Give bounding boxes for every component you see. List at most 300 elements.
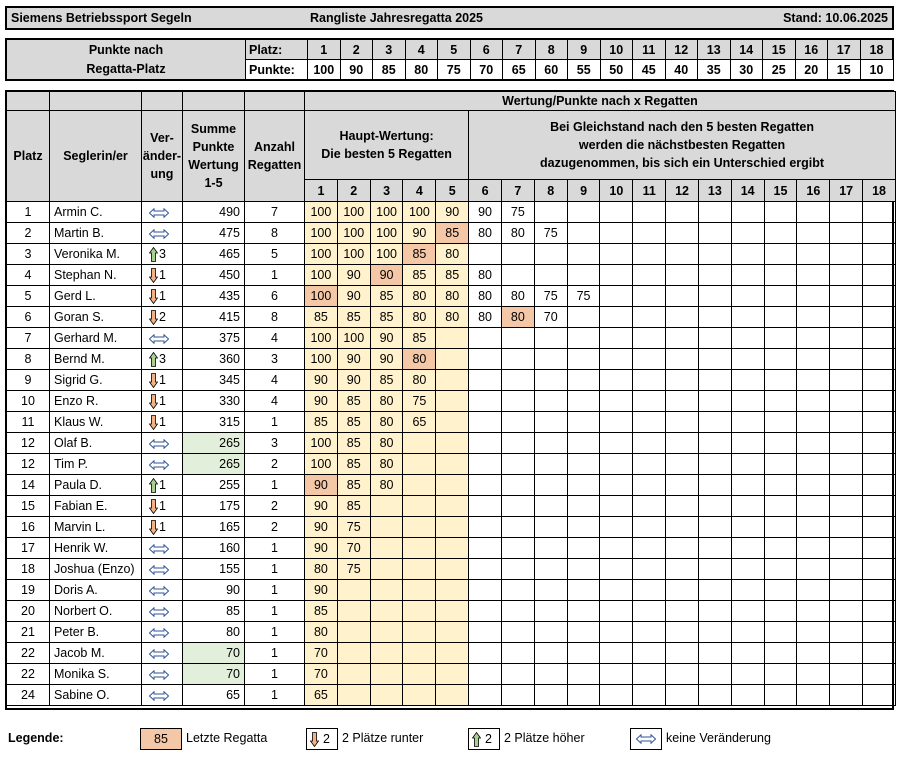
score-cell: 100 — [337, 244, 370, 265]
score-cell — [797, 433, 830, 454]
arrow-left-right-icon — [149, 565, 169, 575]
score-cell — [764, 265, 797, 286]
score-cell: 85 — [337, 475, 370, 496]
score-cell — [863, 580, 896, 601]
score-cell — [469, 538, 502, 559]
change-amount: 3 — [159, 352, 166, 367]
score-cell — [698, 223, 731, 244]
score-cell — [567, 223, 600, 244]
score-cell — [633, 664, 666, 685]
regatta-count: 3 — [245, 433, 305, 454]
score-cell: 80 — [469, 265, 502, 286]
header-regatta-number: 15 — [764, 180, 797, 202]
score-cell — [764, 475, 797, 496]
score-cell — [436, 349, 469, 370]
score-cell: 100 — [337, 223, 370, 244]
change-amount: 1 — [159, 394, 166, 409]
arrow-left-right-icon — [149, 670, 169, 680]
score-cell — [534, 475, 567, 496]
score-cell — [501, 643, 534, 664]
arrow-left-right-icon — [149, 229, 169, 239]
score-cell — [469, 244, 502, 265]
score-cell — [633, 328, 666, 349]
score-cell — [830, 517, 863, 538]
score-cell — [830, 223, 863, 244]
score-cell: 75 — [337, 559, 370, 580]
score-cell — [370, 685, 403, 706]
rank-cell: 3 — [7, 244, 50, 265]
arrow-down-icon — [149, 499, 158, 514]
sailor-name: Sigrid G. — [50, 370, 142, 391]
points-table-title: Punkte nach Regatta-Platz — [86, 42, 166, 76]
score-cell: 80 — [501, 307, 534, 328]
score-cell — [600, 244, 633, 265]
score-cell — [600, 370, 633, 391]
score-cell — [633, 538, 666, 559]
change-cell — [142, 370, 183, 391]
score-cell — [698, 265, 731, 286]
score-cell — [863, 265, 896, 286]
score-cell — [600, 496, 633, 517]
score-cell: 75 — [403, 391, 436, 412]
score-cell — [830, 622, 863, 643]
score-cell — [863, 643, 896, 664]
place-number: 11 — [633, 40, 666, 60]
score-cell — [698, 349, 731, 370]
change-amount: 1 — [159, 415, 166, 430]
score-cell — [863, 244, 896, 265]
sum-points: 360 — [183, 349, 245, 370]
score-cell — [764, 559, 797, 580]
score-cell — [436, 412, 469, 433]
place-number: 2 — [340, 40, 373, 60]
score-cell — [501, 580, 534, 601]
change-cell — [142, 559, 183, 580]
sailor-name: Monika S. — [50, 664, 142, 685]
score-cell — [731, 538, 764, 559]
score-cell — [403, 538, 436, 559]
score-cell — [764, 622, 797, 643]
score-cell: 85 — [337, 412, 370, 433]
change-cell — [142, 328, 183, 349]
legend-up-label: 2 Plätze höher — [504, 731, 585, 745]
arrow-left-right-icon — [149, 544, 169, 554]
sailor-name: Gerhard M. — [50, 328, 142, 349]
header-regatta-number: 4 — [403, 180, 436, 202]
regatta-count: 1 — [245, 412, 305, 433]
score-cell — [337, 580, 370, 601]
score-cell — [436, 370, 469, 391]
score-cell: 90 — [337, 265, 370, 286]
score-cell: 85 — [337, 307, 370, 328]
score-cell: 65 — [403, 412, 436, 433]
score-cell — [698, 559, 731, 580]
arrow-left-right-icon — [149, 439, 169, 449]
score-cell — [698, 517, 731, 538]
score-cell — [863, 475, 896, 496]
header-regatta-number: 1 — [305, 180, 338, 202]
score-cell: 85 — [403, 328, 436, 349]
score-cell — [666, 244, 699, 265]
arrow-up-icon — [149, 352, 158, 367]
score-cell — [797, 559, 830, 580]
score-cell — [797, 223, 830, 244]
score-cell: 80 — [469, 307, 502, 328]
score-cell — [501, 517, 534, 538]
score-cell — [731, 391, 764, 412]
legend-title: Legende: — [8, 731, 64, 745]
score-cell — [698, 307, 731, 328]
score-cell — [633, 244, 666, 265]
score-cell — [666, 580, 699, 601]
change-cell — [142, 538, 183, 559]
legend-same-box — [630, 728, 662, 750]
score-cell — [567, 328, 600, 349]
score-cell — [666, 265, 699, 286]
score-cell: 80 — [370, 412, 403, 433]
score-cell — [633, 370, 666, 391]
rank-cell: 6 — [7, 307, 50, 328]
score-cell — [600, 580, 633, 601]
sum-points: 465 — [183, 244, 245, 265]
regatta-count: 2 — [245, 496, 305, 517]
table-row — [7, 475, 896, 496]
rank-cell: 16 — [7, 517, 50, 538]
table-row — [7, 664, 896, 685]
score-cell: 90 — [305, 538, 338, 559]
arrow-left-right-icon — [149, 586, 169, 596]
rank-cell: 4 — [7, 265, 50, 286]
header-regatta-number: 10 — [600, 180, 633, 202]
punkte-label: Punkte: — [246, 60, 308, 80]
score-cell — [469, 475, 502, 496]
score-cell: 85 — [370, 307, 403, 328]
sailor-name: Paula D. — [50, 475, 142, 496]
sailor-name: Norbert O. — [50, 601, 142, 622]
score-cell: 80 — [305, 622, 338, 643]
score-cell — [731, 622, 764, 643]
sailor-name: Martin B. — [50, 223, 142, 244]
score-cell: 80 — [436, 286, 469, 307]
sum-points: 265 — [183, 454, 245, 475]
rank-cell: 18 — [7, 559, 50, 580]
score-cell — [600, 286, 633, 307]
sum-points: 375 — [183, 328, 245, 349]
score-cell — [666, 286, 699, 307]
score-cell — [830, 643, 863, 664]
score-cell — [797, 475, 830, 496]
score-cell: 100 — [305, 265, 338, 286]
score-cell — [863, 454, 896, 475]
change-cell — [142, 580, 183, 601]
score-cell — [863, 433, 896, 454]
title-bar — [5, 6, 894, 30]
sum-points: 475 — [183, 223, 245, 244]
regatta-count: 4 — [245, 328, 305, 349]
place-points: 25 — [763, 60, 796, 80]
change-amount: 1 — [159, 499, 166, 514]
place-number: 8 — [535, 40, 568, 60]
score-cell — [731, 202, 764, 223]
score-cell — [830, 580, 863, 601]
sum-points: 70 — [183, 643, 245, 664]
score-cell — [633, 496, 666, 517]
sum-points: 155 — [183, 559, 245, 580]
score-cell — [633, 601, 666, 622]
score-cell — [698, 475, 731, 496]
sum-points: 165 — [183, 517, 245, 538]
header-blank — [7, 92, 50, 111]
sailor-name: Stephan N. — [50, 265, 142, 286]
score-cell — [797, 328, 830, 349]
score-cell — [633, 475, 666, 496]
place-points: 85 — [373, 60, 406, 80]
score-cell — [501, 685, 534, 706]
score-cell — [863, 202, 896, 223]
score-cell — [863, 538, 896, 559]
table-row — [7, 370, 896, 391]
score-cell — [436, 559, 469, 580]
score-cell: 70 — [534, 307, 567, 328]
table-row — [7, 265, 896, 286]
score-cell: 85 — [370, 370, 403, 391]
score-cell — [567, 475, 600, 496]
score-cell — [764, 496, 797, 517]
place-points: 70 — [470, 60, 503, 80]
score-cell — [863, 664, 896, 685]
arrow-left-right-icon — [149, 628, 169, 638]
score-cell — [633, 349, 666, 370]
score-cell — [698, 328, 731, 349]
score-cell — [764, 538, 797, 559]
regatta-count: 1 — [245, 475, 305, 496]
score-cell — [698, 244, 731, 265]
place-number: 3 — [373, 40, 406, 60]
score-cell — [666, 370, 699, 391]
score-cell — [469, 496, 502, 517]
score-cell: 90 — [305, 391, 338, 412]
score-cell — [764, 202, 797, 223]
score-cell: 85 — [305, 307, 338, 328]
rank-cell: 9 — [7, 370, 50, 391]
rank-cell: 19 — [7, 580, 50, 601]
score-cell: 80 — [403, 286, 436, 307]
score-cell — [600, 433, 633, 454]
header-blank — [142, 92, 183, 111]
header-regatta-number: 16 — [797, 180, 830, 202]
score-cell — [830, 538, 863, 559]
header-blank — [245, 92, 305, 111]
arrow-down-icon — [149, 394, 158, 409]
place-points: 50 — [600, 60, 633, 80]
score-cell — [469, 643, 502, 664]
points-table — [5, 38, 894, 81]
rank-cell: 22 — [7, 664, 50, 685]
score-cell — [797, 370, 830, 391]
score-cell: 75 — [534, 223, 567, 244]
rank-cell: 12 — [7, 433, 50, 454]
score-cell — [567, 622, 600, 643]
score-cell — [764, 391, 797, 412]
score-cell — [731, 286, 764, 307]
regatta-count: 1 — [245, 538, 305, 559]
change-cell — [142, 454, 183, 475]
score-cell — [370, 496, 403, 517]
score-cell — [600, 685, 633, 706]
place-points: 10 — [860, 60, 893, 80]
score-cell — [764, 244, 797, 265]
score-cell — [337, 601, 370, 622]
score-cell — [666, 223, 699, 244]
score-cell: 90 — [305, 370, 338, 391]
table-row — [7, 202, 896, 223]
arrow-left-right-icon — [149, 649, 169, 659]
score-cell: 80 — [403, 307, 436, 328]
score-cell — [337, 643, 370, 664]
score-cell — [469, 664, 502, 685]
score-cell — [863, 391, 896, 412]
score-cell — [436, 433, 469, 454]
place-points: 15 — [828, 60, 861, 80]
score-cell — [830, 601, 863, 622]
score-cell — [633, 265, 666, 286]
rank-cell: 17 — [7, 538, 50, 559]
change-cell — [142, 664, 183, 685]
score-cell — [698, 622, 731, 643]
sum-points: 85 — [183, 601, 245, 622]
score-cell — [501, 412, 534, 433]
score-cell — [698, 454, 731, 475]
table-row — [7, 433, 896, 454]
score-cell — [797, 643, 830, 664]
regatta-count: 1 — [245, 622, 305, 643]
score-cell — [731, 433, 764, 454]
score-cell — [534, 370, 567, 391]
score-cell — [731, 370, 764, 391]
place-number: 14 — [730, 40, 763, 60]
legend — [0, 724, 904, 754]
score-cell — [797, 685, 830, 706]
table-row — [7, 643, 896, 664]
score-cell — [501, 370, 534, 391]
score-cell — [370, 601, 403, 622]
score-cell — [764, 643, 797, 664]
regatta-count: 2 — [245, 454, 305, 475]
score-cell — [698, 664, 731, 685]
score-cell — [567, 454, 600, 475]
table-row — [7, 286, 896, 307]
score-cell — [764, 370, 797, 391]
change-cell — [142, 286, 183, 307]
score-cell — [731, 349, 764, 370]
score-cell — [830, 454, 863, 475]
score-cell: 70 — [305, 643, 338, 664]
change-cell — [142, 622, 183, 643]
score-cell — [797, 286, 830, 307]
table-row — [7, 685, 896, 706]
score-cell — [731, 328, 764, 349]
score-cell — [830, 265, 863, 286]
change-cell — [142, 265, 183, 286]
date-stamp: Stand: 10.06.2025 — [783, 11, 888, 25]
sum-points: 255 — [183, 475, 245, 496]
arrow-down-icon — [149, 268, 158, 283]
score-cell — [534, 412, 567, 433]
score-cell — [403, 559, 436, 580]
score-cell — [567, 685, 600, 706]
score-cell — [501, 475, 534, 496]
score-cell: 85 — [370, 286, 403, 307]
score-cell — [731, 475, 764, 496]
regatta-count: 1 — [245, 265, 305, 286]
sum-points: 450 — [183, 265, 245, 286]
change-cell — [142, 349, 183, 370]
rank-cell: 20 — [7, 601, 50, 622]
place-points: 40 — [665, 60, 698, 80]
change-cell — [142, 307, 183, 328]
score-cell — [666, 307, 699, 328]
score-cell: 80 — [436, 307, 469, 328]
score-cell — [863, 622, 896, 643]
score-cell — [337, 622, 370, 643]
score-cell — [863, 559, 896, 580]
change-cell — [142, 517, 183, 538]
table-row — [7, 601, 896, 622]
score-cell — [501, 391, 534, 412]
place-number: 16 — [795, 40, 828, 60]
score-cell — [337, 664, 370, 685]
score-cell — [534, 433, 567, 454]
score-cell — [666, 559, 699, 580]
sum-points: 265 — [183, 433, 245, 454]
legend-down-box: 2 — [306, 728, 338, 750]
score-cell — [863, 307, 896, 328]
rank-cell: 12 — [7, 454, 50, 475]
place-points: 100 — [308, 60, 341, 80]
score-cell — [797, 265, 830, 286]
score-cell — [764, 433, 797, 454]
score-cell — [403, 517, 436, 538]
score-cell — [534, 454, 567, 475]
rank-cell: 15 — [7, 496, 50, 517]
score-cell — [469, 559, 502, 580]
score-cell — [633, 685, 666, 706]
place-points: 35 — [698, 60, 731, 80]
score-cell — [600, 307, 633, 328]
sailor-name: Gerd L. — [50, 286, 142, 307]
score-cell — [469, 580, 502, 601]
table-row — [7, 349, 896, 370]
change-cell — [142, 391, 183, 412]
score-cell — [731, 559, 764, 580]
change-cell — [142, 496, 183, 517]
rank-cell: 24 — [7, 685, 50, 706]
sailor-name: Goran S. — [50, 307, 142, 328]
score-cell — [830, 685, 863, 706]
change-cell — [142, 412, 183, 433]
score-cell: 100 — [305, 286, 338, 307]
score-cell — [698, 433, 731, 454]
header-regatta-number: 12 — [666, 180, 699, 202]
header-regatta-number: 18 — [863, 180, 896, 202]
score-cell — [830, 328, 863, 349]
table-row — [7, 517, 896, 538]
score-cell: 90 — [305, 475, 338, 496]
score-cell — [436, 601, 469, 622]
score-cell — [469, 517, 502, 538]
score-cell — [731, 601, 764, 622]
score-cell — [534, 265, 567, 286]
